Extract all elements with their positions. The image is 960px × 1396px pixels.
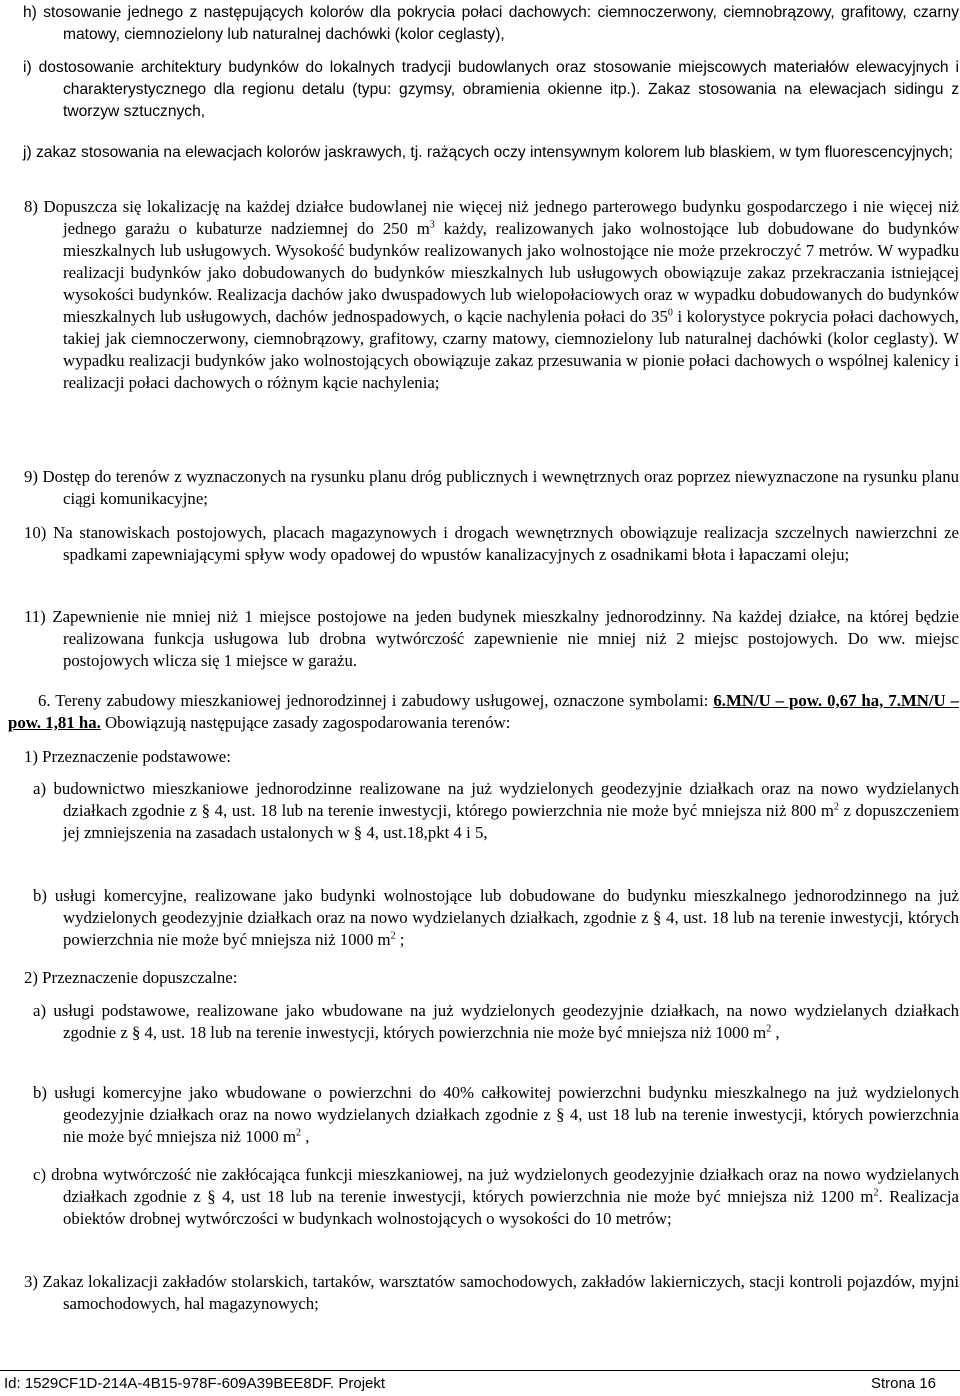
item-2c-sup: 2 <box>873 1187 879 1199</box>
item-1a <box>33 778 959 844</box>
item-1a-sup: 2 <box>833 801 839 813</box>
section-6-text-1: 6. Tereny zabudowy mieszkaniowej jednorodzinnej i zabudowy usługowej, oznaczone symbolami: <box>38 691 714 710</box>
item-1b-text-2: ; <box>395 930 405 949</box>
item-2a-text-1: a) usługi podstawowe, realizowane jako wbudowane na już wydzielonych geodezyjnie działkach, na nowo wydzielanych działkach zgodnie z § 4, ust. 18 lub na terenie inwestycji, których powierzchnia nie może być mniejsza niż 1000 m <box>33 1001 959 1042</box>
item-i-text: i) dostosowanie architektury budynków do lokalnych tradycji budowlanych oraz stosowanie miejscowych materiałów elewacyjnych i charakterystycznego dla regionu detalu (typu: gzymsy, obramienia okienne itp.). Zakaz stosowania na elewacjach sidingu z tworzyw sztucznych, <box>23 59 959 120</box>
section-6 <box>8 690 959 734</box>
item-8-sup-1: 3 <box>429 219 435 231</box>
item-h-text: h) stosowanie jednego z następujących kolorów dla pokrycia połaci dachowych: ciemnoczerwony, ciemnobrązowy, grafitowy, czarny matowy, ciemnozielony lub naturalnej dachówki (kolor ceglasty), <box>23 4 959 43</box>
section-6-text-2: Obowiązują następujące zasady zagospodarowania terenów: <box>100 713 511 732</box>
item-1a-text-1: a) budownictwo mieszkaniowe jednorodzinne realizowane na już wydzielonych geodezyjnie działkach oraz na nowo wydzielanych działkach zgodnie z § 4, ust. 18 lub na terenie inwestycji, którego powierzchnia nie może być mniejsza niż 800 m <box>33 779 959 820</box>
item-10-text: 10) Na stanowiskach postojowych, placach magazynowych i drogach wewnętrznych obowiązuje realizacja szczelnych nawierzchni ze spadkami zapewniającymi spływ wody opadowej do wpustów kanalizacyjnych z osadnikami błota i łapaczami oleju; <box>24 523 959 564</box>
item-8-text-3: i kolorystyce pokrycia połaci dachowych, takiej jak ciemnoczerwony, ciemnobrązowy, grafitowy, czarny matowy, ciemnozielony lub naturalnej dachówki (kolor ceglasty). W wypadku realizacji budynków jako wolnostojących obowiązuje zakaz przesuwania w pionie połaci dachowych o wspólnej kalenicy i realizacji połaci dachowych o różnym kącie nachylenia; <box>63 307 959 392</box>
item-8 <box>24 196 959 394</box>
heading-allowed-use <box>24 967 959 989</box>
page-number: Strona 16 <box>870 1375 936 1392</box>
item-2a-text-2: , <box>771 1023 780 1042</box>
item-3-text: 3) Zakaz lokalizacji zakładów stolarskich, tartaków, warsztatów samochodowych, zakładów lakierniczych, stacji kontroli pojazdów, myjni samochodowych, hal magazynowych; <box>24 1272 959 1313</box>
item-8-text-2: każdy, realizowanych jako wolnostojące lub dobudowane do budynków mieszkalnych lub usługowych. Wysokość budynków realizowanych jako wolnostojące nie może przekroczyć 7 metrów. W wypadku realizacji budynków jako dobudowanych do budynków mieszkalnych lub usługowych obowiązuje zakaz przekraczania istniejącej wysokości budynków. Realizacja dachów jako dwuspadowych lub wielopołaciowych oraz w wypadku dobudowanych do budynków mieszkalnych lub usługowych, dachów jednospadowych, o kącie nachylenia połaci do 35 <box>63 219 959 326</box>
item-j-text: j) zakaz stosowania na elewacjach kolorów jaskrawych, tj. rażących oczy intensywnym kolorem lub blaskiem, w tym fluorescencyjnych; <box>23 144 953 161</box>
item-i <box>23 57 959 123</box>
item-2a <box>33 1000 959 1044</box>
section-6-symbols: 6.MN/U – pow. 0,67 ha, 7.MN/U – pow. 1,81 ha. <box>8 691 959 732</box>
item-1b <box>33 885 959 951</box>
item-2c <box>33 1164 959 1230</box>
item-8-text-1: 8) Dopuszcza się lokalizację na każdej działce budowlanej nie więcej niż jednego parterowego budynku gospodarczego i nie więcej niż jednego garażu o kubaturze nadziemnej do 250 m <box>24 197 959 238</box>
page-footer <box>0 1370 960 1396</box>
item-8-sup-2: 0 <box>667 307 673 319</box>
item-1a-text-2: z dopuszczeniem jej zmniejszenia na zasadach ustalonych w § 4, ust.18,pkt 4 i 5, <box>63 801 960 842</box>
item-11 <box>24 606 959 672</box>
item-2b <box>33 1082 959 1148</box>
heading-allowed-use-text: 2) Przeznaczenie dopuszczalne: <box>24 968 238 987</box>
item-1b-text-1: b) usługi komercyjne, realizowane jako budynki wolnostojące lub dobudowane do budynku mieszkalnego jednorodzinnego na już wydzielonych geodezyjnie działkach oraz na nowo wydzielanych działkach, zgodnie z § 4, ust. 18 lub na terenie inwestycji, których powierzchnia nie może być mniejsza niż 1000 m <box>33 886 959 949</box>
item-j <box>23 142 959 164</box>
item-9 <box>24 466 959 510</box>
heading-basic-use-text: 1) Przeznaczenie podstawowe: <box>24 747 231 766</box>
item-2c-text-2: . Realizacja obiektów drobnej wytwórczości w budynkach wolnostojących o wysokości do 10 metrów; <box>63 1187 960 1228</box>
item-9-text: 9) Dostęp do terenów z wyznaczonych na rysunku planu dróg publicznych i wewnętrznych oraz poprzez niewyznaczone na rysunku planu ciągi komunikacyjne; <box>24 467 959 508</box>
item-1b-sup: 2 <box>390 930 396 942</box>
item-2b-text-2: , <box>301 1127 310 1146</box>
item-2a-sup: 2 <box>766 1023 772 1035</box>
item-h <box>23 2 959 46</box>
item-2b-text-1: b) usługi komercyjne jako wbudowane o powierzchni do 40% całkowitej powierzchni budynku mieszkalnego na już wydzielonych geodezyjnie działkach oraz na nowo wydzielanych działkach zgodnie z § 4, ust 18 lub na terenie inwestycji, których powierzchnia nie może być mniejsza niż 1000 m <box>33 1083 959 1146</box>
item-2b-sup: 2 <box>296 1127 302 1139</box>
item-2c-text-1: c) drobna wytwórczość nie zakłócająca funkcji mieszkaniowej, na już wydzielonych geodezyjnie działkach oraz na nowo wydzielanych działkach zgodnie z § 4, ust 18 lub na terenie inwestycji, których powierzchnia nie może być mniejsza niż 1200 m <box>33 1165 959 1206</box>
document-id: Id: 1529CF1D-214A-4B15-978F-609A39BEE8DF. Projekt <box>4 1375 386 1392</box>
item-11-text: 11) Zapewnienie nie mniej niż 1 miejsce postojowe na jeden budynek mieszkalny jednorodzinny. Na każdej działce, na której będzie realizowana funkcja usługowa lub drobna wytwórczość zapewnienie nie mniej niż 2 miejsc postojowych. Do ww. miejsc postojowych wlicza się 1 miejsce w garażu. <box>24 607 959 670</box>
item-10 <box>24 522 959 566</box>
heading-basic-use <box>24 746 959 768</box>
item-3 <box>24 1271 959 1315</box>
